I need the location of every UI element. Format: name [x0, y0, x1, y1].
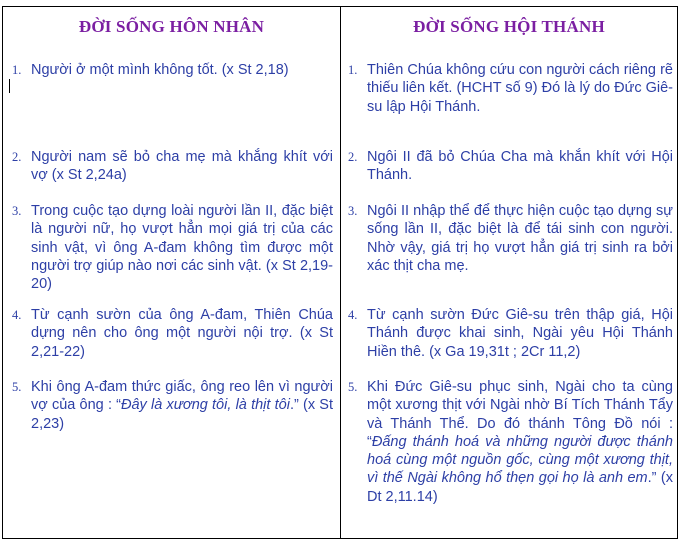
item-number: 4.: [348, 308, 358, 322]
item-text-end: .” (x Dt 2,11.14): [367, 470, 674, 505]
list-item: [348, 148, 673, 185]
item-text: Người ở một mình không tốt. (x St 2,18): [31, 62, 289, 78]
item-number: 3.: [348, 204, 358, 218]
item-text: Người nam sẽ bỏ cha mẹ mà khắng khít với vợ (x St 2,24a): [31, 149, 333, 184]
column-title-marriage: ĐỜI SỐNG HÔN NHÂN: [78, 17, 265, 36]
list-item: [12, 306, 333, 361]
item-quote: Đấng thánh hoá và những người được thánh hoá cùng một nguồn gốc, cùng một xương thịt, vì thế Ngài không hổ thẹn gọi họ là anh em: [367, 433, 673, 487]
item-text: Từ cạnh sườn Đức Giê-su trên thập giá, Hội Thánh được khai sinh, Ngài yêu Hội Thánh Hiền thê. (x Ga 19,31t ; 2Cr 11,2): [367, 307, 673, 360]
item-text: Khi Đức Giê-su phục sinh, Ngài cho ta cùng một xương thịt với Ngài nhờ Bí Tích Thánh Tẩy và Thánh Thể. Do đó thánh Tông Đồ nói : “: [367, 379, 673, 450]
column-marriage-life: [3, 7, 340, 538]
list-item: [348, 202, 673, 275]
column-church-life: [340, 7, 677, 538]
item-text: Ngôi II nhập thể để thực hiện cuộc tạo dựng sự sống lần II, đặc biệt là để tái sinh con người. Nhờ vậy, giá trị họ vượt hẳn giá trị sinh ra bởi xác thịt cha mẹ.: [367, 203, 673, 274]
column-title-church: ĐỜI SỐNG HỘI THÁNH: [413, 17, 605, 36]
item-text: Khi ông A-đam thức giấc, ông reo lên vì người vợ của ông : “: [31, 379, 333, 414]
item-text: Từ cạnh sườn của ông A-đam, Thiên Chúa dựng nên cho ông một người nội trợ. (x St 2,21-22): [31, 307, 333, 360]
item-text: Trong cuộc tạo dựng loài người lần II, đặc biệt là người nữ, họ vượt hẳn mọi giá trị của các sinh vật, vì ông A-đam không tìm được một người trợ giúp nào nơi các sinh vật. (x St 2,19-20): [31, 203, 333, 293]
list-item: [12, 61, 333, 79]
item-number: 1.: [348, 63, 358, 77]
item-number: 2.: [348, 150, 358, 164]
item-number: 4.: [12, 308, 22, 322]
list-item: [348, 306, 673, 361]
item-number: 5.: [348, 380, 358, 394]
item-quote: Đây là xương tôi, là thịt tôi: [121, 397, 290, 414]
item-text: Ngôi II đã bỏ Chúa Cha mà khắn khít với Hội Thánh.: [367, 149, 673, 184]
text-cursor: [9, 79, 10, 93]
list-item: [12, 202, 333, 293]
list-item: [12, 148, 333, 185]
item-number: 3.: [12, 204, 22, 218]
item-text: Thiên Chúa không cứu con người cách riêng rẽ thiếu liên kết. (HCHT số 9) Đó là lý do Đức Giê-su lập Hội Thánh.: [367, 62, 673, 115]
list-item: [12, 378, 333, 433]
list-item: [348, 378, 674, 506]
item-number: 5.: [12, 380, 22, 394]
item-number: 1.: [12, 63, 22, 77]
list-item: [348, 61, 673, 116]
item-text-end: .” (x St 2,23): [31, 397, 333, 432]
comparison-table: [2, 6, 678, 539]
item-number: 2.: [12, 150, 22, 164]
